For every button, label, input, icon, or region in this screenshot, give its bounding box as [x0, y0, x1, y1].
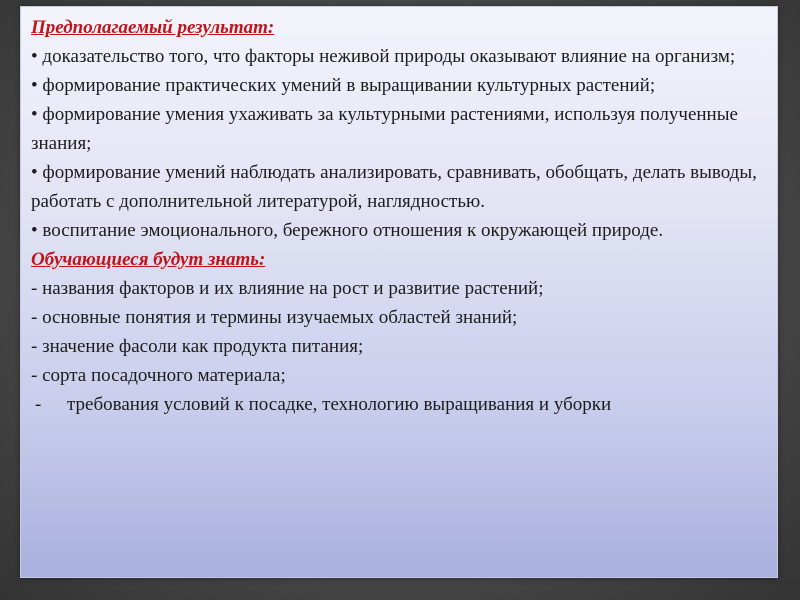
students-will-know-heading: Обучающиеся будут знать: — [31, 249, 266, 270]
knowledge-item: - значение фасоли как продукта питания; — [31, 336, 364, 357]
result-item: • доказательство того, что факторы неживой природы оказывают влияние на организм; — [31, 46, 736, 67]
result-item: • формирование практических умений в выращивании культурных растений; — [31, 75, 656, 96]
knowledge-item: - названия факторов и их влияние на рост и развитие растений; — [31, 278, 544, 299]
result-item: • формирование умений наблюдать анализировать, сравнивать, обобщать, делать выводы, работать с дополнительной литературой, наглядностью. — [31, 162, 757, 212]
slide-content-panel — [20, 6, 778, 578]
result-item: • воспитание эмоционального, бережного отношения к окружающей природе. — [31, 220, 664, 241]
knowledge-item: - основные понятия и термины изучаемых областей знаний; — [31, 307, 518, 328]
knowledge-item-text: требования условий к посадке, технологию выращивания и уборки — [67, 394, 612, 415]
expected-result-heading: Предполагаемый результат: — [31, 17, 275, 38]
list-dash: - — [35, 394, 42, 415]
result-item: • формирование умения ухаживать за культурными растениями, используя полученные знания; — [31, 104, 738, 154]
knowledge-item: - сорта посадочного материала; — [31, 365, 286, 386]
knowledge-item-last — [31, 390, 767, 419]
